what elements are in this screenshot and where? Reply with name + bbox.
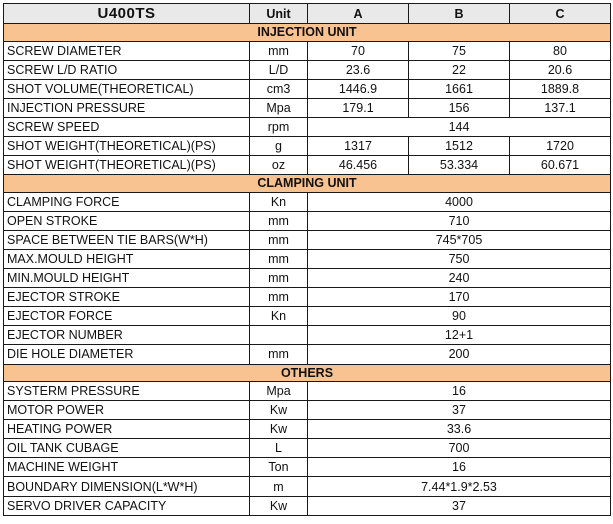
spec-value: 745*705 [308,230,611,249]
spec-row [4,477,611,496]
spec-unit: Kn [250,307,308,326]
column-a-header: A [308,4,409,24]
spec-value-b: 53.334 [409,156,510,175]
spec-unit: mm [250,269,308,288]
spec-value: 240 [308,269,611,288]
spec-row [4,345,611,364]
spec-row [4,79,611,98]
section-header [4,24,611,42]
spec-row [4,496,611,515]
spec-row [4,288,611,307]
spec-unit: L [250,439,308,458]
spec-unit: oz [250,156,308,175]
spec-unit: m [250,477,308,496]
spec-unit: Kn [250,192,308,211]
spec-value-a: 1446.9 [308,79,409,98]
spec-row [4,382,611,401]
spec-value: 144 [308,117,611,136]
spec-unit: mm [250,249,308,268]
column-b-header: B [409,4,510,24]
spec-row [4,269,611,288]
spec-unit: cm3 [250,79,308,98]
header-row [4,4,611,24]
spec-unit: mm [250,211,308,230]
spec-unit: Kw [250,496,308,515]
spec-unit: Mpa [250,98,308,117]
spec-value-a: 1317 [308,136,409,155]
spec-value: 37 [308,496,611,515]
spec-name: DIE HOLE DIAMETER [4,345,250,364]
spec-value-a: 46.456 [308,156,409,175]
spec-value-b: 156 [409,98,510,117]
spec-row [4,136,611,155]
spec-unit: g [250,136,308,155]
spec-row [4,60,611,79]
spec-value-c: 20.6 [510,60,611,79]
spec-unit: mm [250,230,308,249]
spec-value-b: 1661 [409,79,510,98]
spec-row [4,117,611,136]
spec-value-c: 80 [510,41,611,60]
spec-name: SYSTERM PRESSURE [4,382,250,401]
spec-value-b: 22 [409,60,510,79]
spec-value-b: 75 [409,41,510,60]
spec-unit: mm [250,345,308,364]
spec-row [4,420,611,439]
spec-row [4,41,611,60]
spec-name: MIN.MOULD HEIGHT [4,269,250,288]
spec-name: EJECTOR STROKE [4,288,250,307]
spec-name: CLAMPING FORCE [4,192,250,211]
spec-value: 16 [308,382,611,401]
section-title: OTHERS [4,364,611,382]
spec-row [4,192,611,211]
spec-name: OIL TANK CUBAGE [4,439,250,458]
spec-value: 700 [308,439,611,458]
spec-unit: mm [250,288,308,307]
spec-name: OPEN STROKE [4,211,250,230]
spec-name: SCREW DIAMETER [4,41,250,60]
column-c-header: C [510,4,611,24]
spec-value-a: 70 [308,41,409,60]
spec-row [4,211,611,230]
spec-name: BOUNDARY DIMENSION(L*W*H) [4,477,250,496]
spec-name: SHOT VOLUME(THEORETICAL) [4,79,250,98]
spec-row [4,230,611,249]
spec-value: 170 [308,288,611,307]
spec-value: 16 [308,458,611,477]
spec-name: SHOT WEIGHT(THEORETICAL)(PS) [4,136,250,155]
spec-name: SERVO DRIVER CAPACITY [4,496,250,515]
spec-value-a: 23.6 [308,60,409,79]
spec-unit: L/D [250,60,308,79]
section-title: INJECTION UNIT [4,24,611,42]
unit-header: Unit [250,4,308,24]
spec-name: INJECTION PRESSURE [4,98,250,117]
spec-value-c: 1889.8 [510,79,611,98]
section-header [4,175,611,193]
spec-row [4,326,611,345]
spec-row [4,458,611,477]
spec-value: 37 [308,401,611,420]
spec-value: 200 [308,345,611,364]
spec-name: MAX.MOULD HEIGHT [4,249,250,268]
spec-value: 750 [308,249,611,268]
spec-name: SCREW L/D RATIO [4,60,250,79]
spec-unit: mm [250,41,308,60]
spec-value: 12+1 [308,326,611,345]
spec-table-body [4,4,611,516]
spec-value: 7.44*1.9*2.53 [308,477,611,496]
spec-row [4,401,611,420]
spec-row [4,98,611,117]
section-title: CLAMPING UNIT [4,175,611,193]
spec-unit: Ton [250,458,308,477]
spec-value: 710 [308,211,611,230]
spec-name: HEATING POWER [4,420,250,439]
spec-value-b: 1512 [409,136,510,155]
spec-name: EJECTOR NUMBER [4,326,250,345]
spec-value-c: 60.671 [510,156,611,175]
spec-row [4,439,611,458]
spec-value: 90 [308,307,611,326]
spec-name: MOTOR POWER [4,401,250,420]
spec-name: SPACE BETWEEN TIE BARS(W*H) [4,230,250,249]
spec-row [4,156,611,175]
spec-row [4,249,611,268]
spec-unit: Kw [250,401,308,420]
spec-unit [250,326,308,345]
spec-name: SHOT WEIGHT(THEORETICAL)(PS) [4,156,250,175]
spec-unit: rpm [250,117,308,136]
spec-value-a: 179.1 [308,98,409,117]
spec-name: MACHINE WEIGHT [4,458,250,477]
spec-name: SCREW SPEED [4,117,250,136]
spec-name: EJECTOR FORCE [4,307,250,326]
section-header [4,364,611,382]
spec-value-c: 137.1 [510,98,611,117]
spec-unit: Kw [250,420,308,439]
spec-value-c: 1720 [510,136,611,155]
model-name: U400TS [4,4,250,24]
spec-value: 4000 [308,192,611,211]
spec-row [4,307,611,326]
spec-table [3,3,611,516]
spec-value: 33.6 [308,420,611,439]
spec-unit: Mpa [250,382,308,401]
